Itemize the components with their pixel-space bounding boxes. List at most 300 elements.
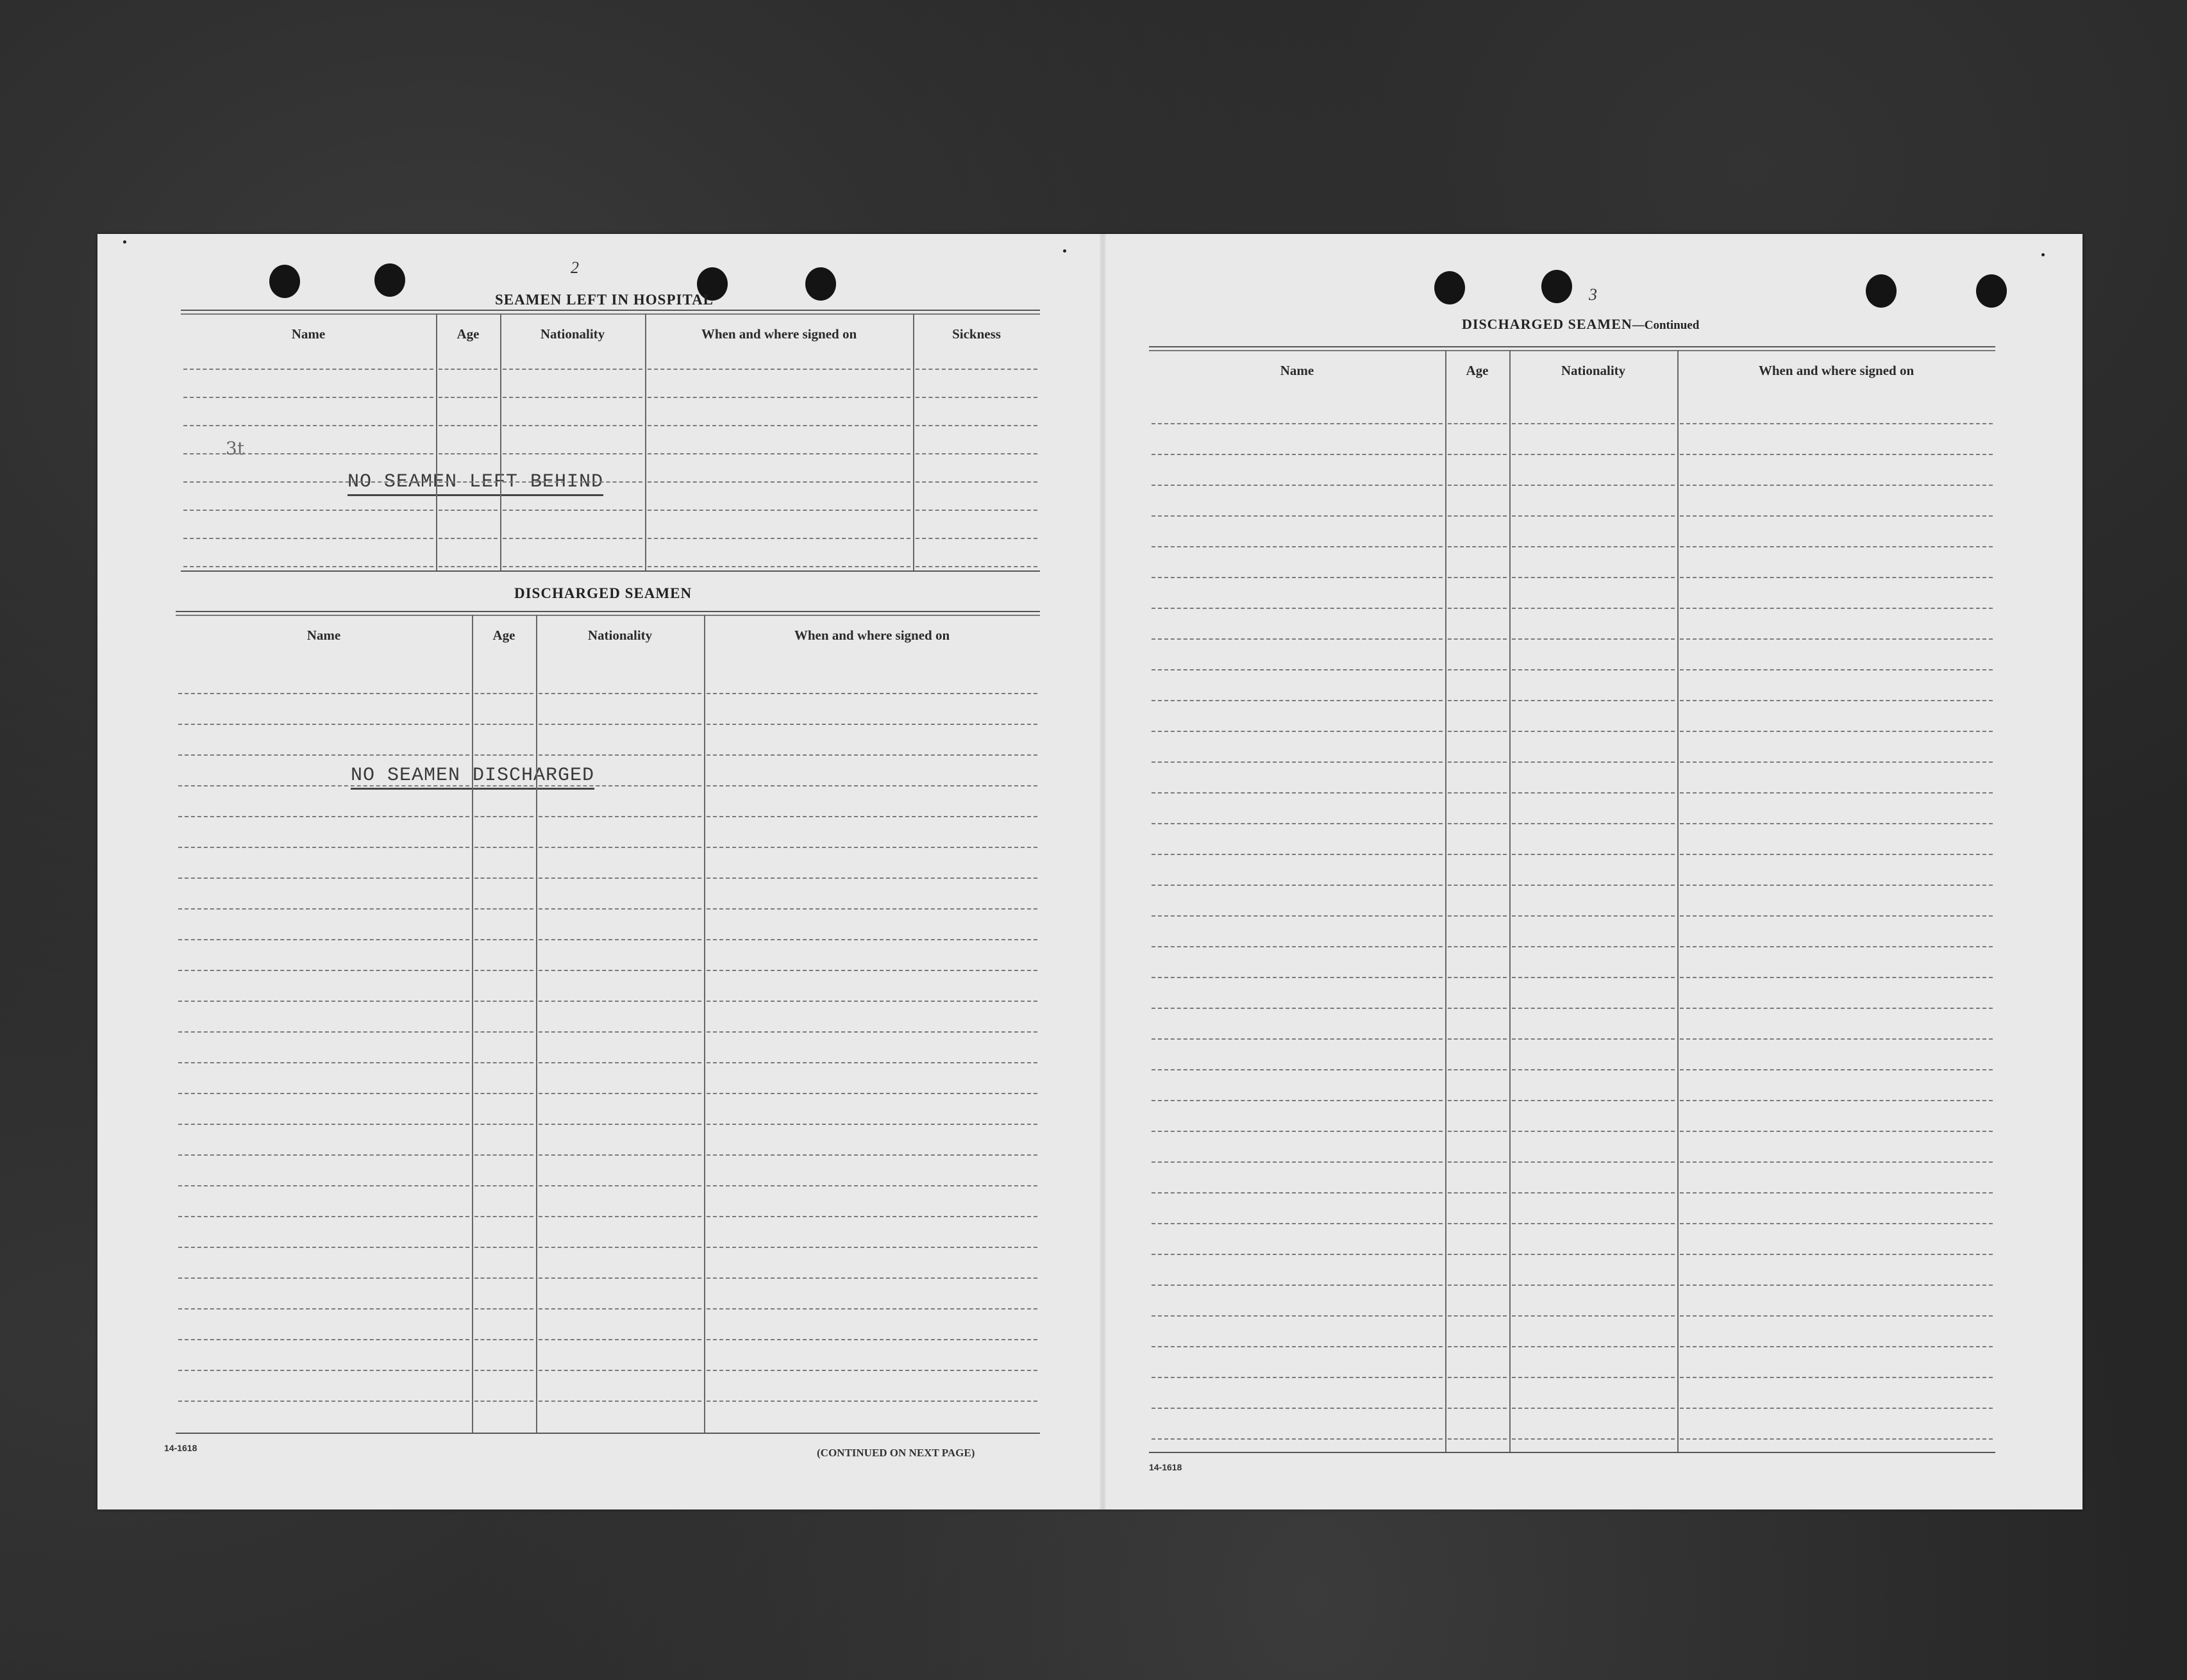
- table-row-line: [707, 1062, 1037, 1063]
- table-row-line: [1152, 1315, 1443, 1317]
- table-row-line: [1152, 823, 1443, 824]
- table-row-line: [648, 453, 910, 454]
- table-row-line: [1512, 1223, 1675, 1224]
- table-row-line: [1680, 515, 1993, 517]
- table-row-line: [1152, 1377, 1443, 1378]
- table-row-line: [539, 816, 701, 817]
- table-row-line: [178, 1093, 469, 1094]
- table-row-line: [1152, 977, 1443, 978]
- table-row-line: [539, 939, 701, 940]
- punch-hole: [1866, 274, 1897, 308]
- table-row-line: [1512, 1315, 1675, 1317]
- table-row-line: [1152, 423, 1443, 424]
- table-row-line: [1512, 700, 1675, 701]
- margin-mark: 3t: [226, 438, 245, 459]
- table-row-line: [707, 724, 1037, 725]
- column-separator: [704, 615, 705, 1433]
- right-page-number: 3: [1589, 285, 1597, 304]
- table-row-line: [474, 754, 533, 756]
- punch-hole: [805, 267, 836, 301]
- punch-hole: [374, 263, 405, 297]
- table-row-line: [1448, 946, 1507, 947]
- table-row-line: [1448, 638, 1507, 640]
- table-row-line: [474, 939, 533, 940]
- table-row-line: [1680, 823, 1993, 824]
- table-row-line: [1512, 1131, 1675, 1132]
- table-row-line: [1448, 1285, 1507, 1286]
- table-row-line: [474, 1339, 533, 1340]
- table-row-line: [1512, 1408, 1675, 1409]
- table-row-line: [1152, 1192, 1443, 1193]
- table-row-line: [1680, 577, 1993, 578]
- table-row-line: [1152, 1038, 1443, 1040]
- table-row-line: [439, 425, 498, 426]
- column-header: When and where signed on: [1758, 363, 1915, 378]
- table-row-line: [1152, 1100, 1443, 1101]
- table-row-line: [1448, 515, 1507, 517]
- table-row-line: [1512, 1254, 1675, 1255]
- table-row-line: [1512, 977, 1675, 978]
- table-row-line: [707, 970, 1037, 971]
- table-row-line: [707, 816, 1037, 817]
- table-row-line: [707, 693, 1037, 694]
- table-row-line: [539, 1339, 701, 1340]
- table-row-line: [1448, 546, 1507, 547]
- table-row-line: [178, 1339, 469, 1340]
- column-separator: [436, 313, 437, 570]
- table-row-line: [1152, 485, 1443, 486]
- table-row-line: [1680, 1161, 1993, 1163]
- column-separator: [1509, 350, 1511, 1452]
- table-row-line: [539, 785, 701, 786]
- table-row-line: [1512, 731, 1675, 732]
- table-row-line: [1680, 1408, 1993, 1409]
- table-row-line: [539, 1031, 701, 1033]
- table-row-line: [503, 397, 642, 398]
- table-row-line: [1512, 1161, 1675, 1163]
- continued-note: (CONTINUED ON NEXT PAGE): [817, 1447, 975, 1459]
- discharged-continued-title: [1462, 316, 1699, 333]
- table-row-line: [178, 1401, 469, 1402]
- document-sheet: [97, 234, 2082, 1510]
- column-header: Name: [306, 628, 341, 643]
- table-row-line: [1448, 454, 1507, 455]
- table-row-line: [1152, 700, 1443, 701]
- table-row-line: [707, 785, 1037, 786]
- table-row-line: [439, 510, 498, 511]
- table-row-line: [1680, 977, 1993, 978]
- table-row-line: [183, 566, 433, 567]
- column-header: Nationality: [587, 628, 653, 643]
- table-row-line: [539, 1277, 701, 1279]
- table-row-line: [1448, 1315, 1507, 1317]
- table-row-line: [1680, 1346, 1993, 1347]
- table-row-line: [1448, 977, 1507, 978]
- table-row-line: [1448, 1408, 1507, 1409]
- table-row-line: [1152, 1223, 1443, 1224]
- table-row-line: [1512, 423, 1675, 424]
- column-header: When and where signed on: [701, 326, 857, 342]
- table-row-line: [1680, 1131, 1993, 1132]
- table-row-line: [503, 369, 642, 370]
- table-row-line: [178, 724, 469, 725]
- table-row-line: [178, 754, 469, 756]
- table-row-line: [648, 510, 910, 511]
- table-row-line: [1680, 1377, 1993, 1378]
- table-row-line: [1680, 485, 1993, 486]
- table-row-line: [178, 1247, 469, 1248]
- table-row-line: [1512, 1346, 1675, 1347]
- table-row-line: [707, 1247, 1037, 1248]
- table-row-line: [503, 566, 642, 567]
- table-row-line: [707, 1370, 1037, 1371]
- table-row-line: [1448, 1131, 1507, 1132]
- table-row-line: [1448, 1377, 1507, 1378]
- table-row-line: [178, 1370, 469, 1371]
- table-row-line: [1152, 669, 1443, 670]
- table-row-line: [539, 1001, 701, 1002]
- table-row-line: [916, 481, 1037, 483]
- speck: [2041, 253, 2045, 256]
- table-row-line: [474, 1308, 533, 1310]
- column-separator: [500, 313, 501, 570]
- table-row-line: [1448, 1192, 1507, 1193]
- table-row-line: [1448, 1223, 1507, 1224]
- table-row-line: [707, 939, 1037, 940]
- table-row-line: [1680, 1038, 1993, 1040]
- column-header: Age: [457, 326, 480, 342]
- column-header: Sickness: [952, 326, 1001, 342]
- table-row-line: [1152, 1131, 1443, 1132]
- punch-hole: [269, 265, 300, 298]
- table-row-line: [178, 1031, 469, 1033]
- table-row-line: [1512, 854, 1675, 855]
- table-row-line: [474, 816, 533, 817]
- table-row-line: [648, 397, 910, 398]
- table-row-line: [1680, 1008, 1993, 1009]
- table-row-line: [1512, 885, 1675, 886]
- table-row-line: [1152, 946, 1443, 947]
- column-header: Name: [291, 326, 326, 342]
- table-row-line: [1152, 1438, 1443, 1440]
- table-row-line: [178, 877, 469, 879]
- table-row-line: [707, 847, 1037, 848]
- table-row-line: [178, 847, 469, 848]
- table-row-line: [1152, 885, 1443, 886]
- table-row-line: [1448, 1346, 1507, 1347]
- table-row-line: [648, 425, 910, 426]
- table-row-line: [1448, 608, 1507, 609]
- table-row-line: [1512, 608, 1675, 609]
- table-row-line: [1680, 1315, 1993, 1317]
- column-header: Name: [1280, 363, 1314, 378]
- column-separator: [913, 313, 914, 570]
- table-row-line: [474, 1093, 533, 1094]
- table-row-line: [1448, 823, 1507, 824]
- table-row-line: [1448, 423, 1507, 424]
- table-row-line: [1512, 761, 1675, 763]
- table-row-line: [474, 1216, 533, 1217]
- table-row-line: [1152, 915, 1443, 917]
- table-row-line: [1680, 1069, 1993, 1070]
- table-row-line: [1448, 1438, 1507, 1440]
- table-row-line: [1152, 1408, 1443, 1409]
- table-row-line: [178, 1062, 469, 1063]
- table-row-line: [439, 397, 498, 398]
- table-row-line: [474, 1062, 533, 1063]
- table-row-line: [707, 1031, 1037, 1033]
- table-row-line: [439, 566, 498, 567]
- table-row-line: [474, 1247, 533, 1248]
- table-row-line: [178, 939, 469, 940]
- speck: [1063, 249, 1066, 253]
- table-row-line: [1680, 915, 1993, 917]
- table-row-line: [916, 369, 1037, 370]
- table-row-line: [1448, 1008, 1507, 1009]
- table-row-line: [439, 538, 498, 539]
- table-row-line: [648, 481, 910, 483]
- table-top-rule: [1149, 346, 1995, 351]
- table-row-line: [648, 538, 910, 539]
- table-row-line: [1152, 638, 1443, 640]
- table-row-line: [474, 970, 533, 971]
- table-row-line: [1512, 669, 1675, 670]
- table-top-rule: [181, 310, 1040, 315]
- table-row-line: [183, 453, 433, 454]
- table-row-line: [539, 1308, 701, 1310]
- table-row-line: [916, 425, 1037, 426]
- table-row-line: [474, 1031, 533, 1033]
- table-row-line: [439, 481, 498, 483]
- table-row-line: [539, 1216, 701, 1217]
- table-row-line: [707, 877, 1037, 879]
- table-row-line: [1680, 1100, 1993, 1101]
- table-row-line: [1448, 1161, 1507, 1163]
- table-row-line: [178, 1001, 469, 1002]
- table-row-line: [707, 1339, 1037, 1340]
- table-row-line: [916, 510, 1037, 511]
- discharged-section-title: DISCHARGED SEAMEN: [514, 585, 692, 601]
- table-row-line: [474, 1154, 533, 1156]
- table-row-line: [1680, 1223, 1993, 1224]
- hospital-typed-entry: NO SEAMEN LEFT BEHIND: [348, 471, 603, 496]
- table-row-line: [539, 970, 701, 971]
- table-row-line: [1680, 854, 1993, 855]
- table-row-line: [178, 693, 469, 694]
- table-row-line: [1448, 1100, 1507, 1101]
- table-row-line: [183, 425, 433, 426]
- table-row-line: [1512, 577, 1675, 578]
- table-row-line: [1448, 577, 1507, 578]
- table-row-line: [539, 1370, 701, 1371]
- discharged-continued-title-main: DISCHARGED SEAMEN: [1462, 316, 1632, 332]
- table-row-line: [1512, 1069, 1675, 1070]
- table-row-line: [1152, 1161, 1443, 1163]
- table-row-line: [1680, 1285, 1993, 1286]
- table-row-line: [1152, 1346, 1443, 1347]
- table-row-line: [1448, 731, 1507, 732]
- table-row-line: [1680, 1438, 1993, 1440]
- table-row-line: [916, 453, 1037, 454]
- table-row-line: [1152, 731, 1443, 732]
- table-row-line: [183, 538, 433, 539]
- table-row-line: [183, 481, 433, 483]
- table-row-line: [539, 847, 701, 848]
- table-row-line: [178, 1308, 469, 1310]
- table-row-line: [1680, 731, 1993, 732]
- table-row-line: [707, 754, 1037, 756]
- table-row-line: [1680, 454, 1993, 455]
- table-row-line: [707, 1185, 1037, 1186]
- table-row-line: [474, 693, 533, 694]
- column-header: When and where signed on: [794, 628, 950, 643]
- punch-hole: [1541, 270, 1572, 303]
- table-row-line: [707, 1154, 1037, 1156]
- table-row-line: [178, 1216, 469, 1217]
- table-row-line: [1680, 946, 1993, 947]
- table-row-line: [503, 481, 642, 483]
- punch-hole: [1976, 274, 2007, 308]
- table-row-line: [474, 847, 533, 848]
- table-row-line: [539, 877, 701, 879]
- column-separator: [536, 615, 537, 1433]
- table-row-line: [1152, 1008, 1443, 1009]
- table-row-line: [1448, 485, 1507, 486]
- left-page-number: 2: [571, 258, 579, 277]
- page-fold: [1100, 234, 1106, 1510]
- table-row-line: [539, 908, 701, 910]
- table-row-line: [178, 816, 469, 817]
- table-row-line: [1448, 761, 1507, 763]
- table-row-line: [539, 1124, 701, 1125]
- table-row-line: [474, 1401, 533, 1402]
- table-row-line: [707, 1216, 1037, 1217]
- column-separator: [645, 313, 646, 570]
- table-row-line: [474, 1124, 533, 1125]
- table-row-line: [1680, 792, 1993, 794]
- table-row-line: [539, 1401, 701, 1402]
- table-row-line: [178, 1124, 469, 1125]
- table-row-line: [439, 369, 498, 370]
- table-row-line: [1680, 638, 1993, 640]
- table-row-line: [1680, 1192, 1993, 1193]
- table-row-line: [539, 1247, 701, 1248]
- table-row-line: [707, 1124, 1037, 1125]
- table-row-line: [648, 566, 910, 567]
- table-row-line: [474, 785, 533, 786]
- table-row-line: [178, 1185, 469, 1186]
- table-row-line: [1448, 854, 1507, 855]
- table-row-line: [1680, 1254, 1993, 1255]
- table-row-line: [1680, 669, 1993, 670]
- table-row-line: [178, 1154, 469, 1156]
- table-row-line: [648, 369, 910, 370]
- table-row-line: [183, 510, 433, 511]
- table-row-line: [707, 1277, 1037, 1279]
- speck: [123, 240, 126, 244]
- left-form-number: 14-1618: [164, 1443, 197, 1453]
- table-row-line: [707, 908, 1037, 910]
- table-row-line: [1512, 515, 1675, 517]
- table-row-line: [503, 538, 642, 539]
- table-row-line: [1512, 1438, 1675, 1440]
- punch-hole: [1434, 271, 1465, 304]
- table-row-line: [1512, 1038, 1675, 1040]
- table-bottom-rule: [181, 570, 1040, 572]
- table-row-line: [707, 1093, 1037, 1094]
- table-row-line: [474, 877, 533, 879]
- column-separator: [1677, 350, 1679, 1452]
- table-row-line: [1448, 669, 1507, 670]
- right-form-number: 14-1618: [1149, 1462, 1182, 1472]
- table-row-line: [916, 397, 1037, 398]
- column-separator: [472, 615, 473, 1433]
- table-row-line: [1448, 792, 1507, 794]
- table-row-line: [1512, 638, 1675, 640]
- table-row-line: [183, 369, 433, 370]
- table-row-line: [1152, 577, 1443, 578]
- table-row-line: [1448, 915, 1507, 917]
- table-row-line: [1512, 1008, 1675, 1009]
- table-row-line: [1448, 1254, 1507, 1255]
- table-row-line: [1152, 1254, 1443, 1255]
- table-row-line: [1448, 1069, 1507, 1070]
- table-row-line: [1512, 823, 1675, 824]
- table-top-rule: [176, 611, 1040, 616]
- table-row-line: [178, 1277, 469, 1279]
- table-row-line: [1512, 485, 1675, 486]
- table-row-line: [1512, 1192, 1675, 1193]
- table-row-line: [1152, 1285, 1443, 1286]
- table-row-line: [178, 785, 469, 786]
- table-row-line: [1512, 454, 1675, 455]
- table-row-line: [503, 510, 642, 511]
- table-row-line: [1152, 854, 1443, 855]
- table-row-line: [539, 1185, 701, 1186]
- table-row-line: [1152, 761, 1443, 763]
- discharged-continued-title-suffix: —Continued: [1632, 319, 1700, 332]
- table-row-line: [707, 1001, 1037, 1002]
- table-row-line: [707, 1401, 1037, 1402]
- table-row-line: [1680, 885, 1993, 886]
- table-row-line: [474, 908, 533, 910]
- table-row-line: [1448, 885, 1507, 886]
- table-row-line: [503, 453, 642, 454]
- table-row-line: [1152, 608, 1443, 609]
- table-row-line: [539, 724, 701, 725]
- table-row-line: [474, 1001, 533, 1002]
- table-row-line: [1680, 608, 1993, 609]
- table-row-line: [1152, 454, 1443, 455]
- table-row-line: [183, 397, 433, 398]
- table-row-line: [1512, 1100, 1675, 1101]
- table-row-line: [1512, 915, 1675, 917]
- hospital-section-title: SEAMEN LEFT IN HOSPITAL: [495, 292, 714, 308]
- table-row-line: [178, 970, 469, 971]
- column-header: Nationality: [540, 326, 605, 342]
- table-row-line: [1448, 1038, 1507, 1040]
- table-row-line: [474, 1370, 533, 1371]
- table-row-line: [1512, 1285, 1675, 1286]
- column-header: Nationality: [1561, 363, 1626, 378]
- table-row-line: [1152, 515, 1443, 517]
- table-row-line: [539, 754, 701, 756]
- table-row-line: [474, 724, 533, 725]
- table-row-line: [1680, 761, 1993, 763]
- table-row-line: [1448, 700, 1507, 701]
- table-row-line: [503, 425, 642, 426]
- table-row-line: [539, 1093, 701, 1094]
